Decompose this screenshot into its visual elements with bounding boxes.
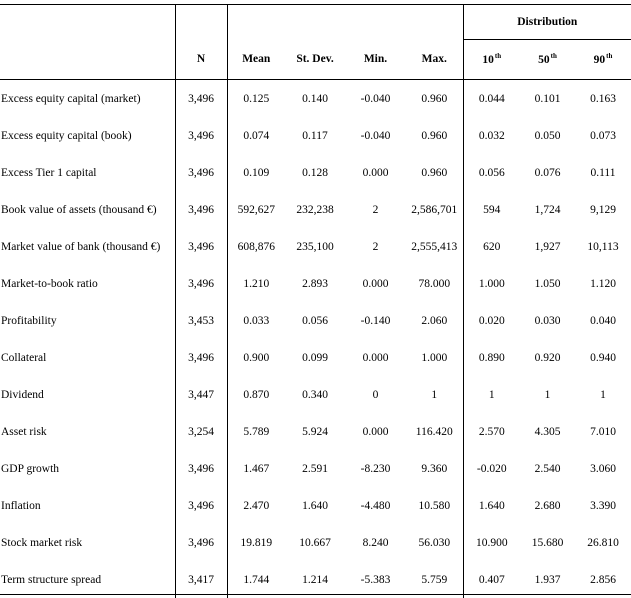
table-cell: 0.960	[421, 166, 448, 179]
row-label: Market value of bank (thousand €)	[1, 240, 161, 253]
table-cell: 0.407	[463, 561, 520, 598]
table-cell: 1.000	[463, 265, 520, 302]
table-cell: 0.900	[227, 339, 285, 376]
table-cell: 9,129	[590, 203, 616, 216]
table-cell: 3,496	[175, 154, 227, 191]
table-cell: -5.383	[360, 573, 391, 586]
table-cell: 1.640	[463, 487, 520, 524]
summary-statistics-table	[0, 4, 631, 598]
table-cell: 1,927	[534, 240, 561, 253]
col-header-n: N	[175, 40, 227, 80]
table-row	[0, 80, 631, 118]
table-cell: 1.210	[227, 265, 285, 302]
table-cell: 3,496	[175, 80, 227, 118]
table-cell: 3,447	[175, 376, 227, 413]
table-cell: 10.900	[463, 524, 520, 561]
table-cell: 0.056	[302, 314, 328, 327]
table-cell: 0.056	[463, 154, 520, 191]
table-row	[0, 191, 631, 228]
table-cell: 3.060	[590, 462, 616, 475]
table-cell: 2.570	[463, 413, 520, 450]
table-cell: 0.125	[227, 80, 285, 118]
table-cell: 3,496	[175, 117, 227, 154]
row-label: Stock market risk	[1, 536, 83, 549]
table-row	[0, 302, 631, 339]
table-cell: 0.000	[362, 351, 389, 364]
row-label: Excess Tier 1 capital	[1, 166, 97, 179]
table-cell: 2.540	[534, 462, 561, 475]
table-cell: 3,496	[175, 339, 227, 376]
table-row	[0, 450, 631, 487]
table-cell: 1.214	[302, 573, 328, 586]
table-cell: 3.390	[590, 499, 616, 512]
table-cell: 19.819	[227, 524, 285, 561]
table-cell: 0.020	[463, 302, 520, 339]
table-row	[0, 265, 631, 302]
table-cell: 2.680	[534, 499, 561, 512]
table-cell: 0.140	[302, 92, 328, 105]
table-cell: 10.667	[299, 536, 331, 549]
table-cell: 0.044	[463, 80, 520, 118]
table-cell: 3,496	[175, 487, 227, 524]
table-cell: 0.920	[534, 351, 561, 364]
table-cell: 1.120	[590, 277, 616, 290]
table-cell: 0.101	[534, 92, 561, 105]
table-row	[0, 561, 631, 598]
table-cell: 0.074	[227, 117, 285, 154]
table-cell: 116.420	[415, 425, 453, 438]
table-cell: 2.060	[421, 314, 448, 327]
table-cell: 3,496	[175, 524, 227, 561]
col-header-p90: 90th	[575, 40, 631, 80]
row-label: Collateral	[1, 351, 47, 364]
table-cell: 3,496	[175, 228, 227, 265]
table-cell: 0.073	[590, 129, 616, 142]
table-cell: 15.680	[531, 536, 564, 549]
table-cell: -4.480	[360, 499, 391, 512]
table-cell: 0.128	[302, 166, 328, 179]
table-cell: 5.759	[421, 573, 448, 586]
table-cell: 594	[463, 191, 520, 228]
table-cell: 592,627	[227, 191, 285, 228]
corner-cell	[0, 5, 175, 40]
table-cell: 2.470	[227, 487, 285, 524]
table-cell: 5.789	[227, 413, 285, 450]
table-cell: 0.040	[590, 314, 616, 327]
table-cell: 0.111	[590, 166, 616, 179]
row-label: Excess equity capital (book)	[1, 129, 132, 142]
table-row	[0, 154, 631, 191]
row-label: Term structure spread	[1, 573, 102, 586]
table-cell: 1,724	[534, 203, 561, 216]
table-cell: 10.580	[418, 499, 451, 512]
table-cell: 1.744	[227, 561, 285, 598]
table-cell: 0.000	[362, 425, 389, 438]
col-header-p50: 50th	[520, 40, 575, 80]
row-label: Book value of assets (thousand €)	[1, 203, 157, 216]
table-cell: 0.032	[463, 117, 520, 154]
table-cell: 0.960	[421, 129, 448, 142]
table-cell: 0.163	[590, 92, 616, 105]
table-cell: -0.020	[463, 450, 520, 487]
table-cell: 1.937	[534, 573, 561, 586]
table-cell: 1.467	[227, 450, 285, 487]
row-label: Profitability	[1, 314, 57, 327]
table-row	[0, 524, 631, 561]
table-cell: -8.230	[360, 462, 391, 475]
table-cell: 608,876	[227, 228, 285, 265]
table-cell: 0.117	[302, 129, 328, 142]
table-cell: 78.000	[418, 277, 451, 290]
table-cell: 5.924	[302, 425, 328, 438]
table-cell: 2,586,701	[411, 203, 458, 216]
table-cell: 1	[544, 388, 551, 401]
table-cell: 0.000	[362, 277, 389, 290]
table-row	[0, 413, 631, 450]
table-cell: 3,417	[175, 561, 227, 598]
row-label: Asset risk	[1, 425, 47, 438]
table-cell: 0.000	[362, 166, 389, 179]
table-cell: 0.099	[302, 351, 328, 364]
table-cell: -0.140	[360, 314, 391, 327]
table-cell: 2.893	[302, 277, 328, 290]
table-row	[0, 487, 631, 524]
table-cell: 0.960	[421, 92, 448, 105]
table-cell: 3,254	[175, 413, 227, 450]
table-cell: 1	[600, 388, 606, 401]
table-cell: 1.000	[421, 351, 448, 364]
table-cell: 1.050	[534, 277, 561, 290]
col-header-max: Max.	[406, 40, 463, 80]
table-cell: 3,496	[175, 191, 227, 228]
table-cell: 1	[431, 388, 438, 401]
row-label: GDP growth	[1, 462, 60, 475]
table-cell: 10,113	[587, 240, 619, 253]
table-cell: 2.591	[302, 462, 328, 475]
table-cell: 56.030	[418, 536, 451, 549]
table-cell: 2.856	[590, 573, 616, 586]
table-cell: 232,238	[296, 203, 334, 216]
table-cell: 0.870	[227, 376, 285, 413]
table-body	[0, 80, 631, 598]
row-label: Market-to-book ratio	[1, 277, 98, 290]
table-row	[0, 376, 631, 413]
col-header-p10: 10th	[463, 40, 520, 80]
table-cell: 0.109	[227, 154, 285, 191]
table-cell: 0.033	[227, 302, 285, 339]
table-cell: 0.340	[302, 388, 328, 401]
table-row	[0, 228, 631, 265]
table-cell: 26.810	[587, 536, 619, 549]
table-cell: 3,496	[175, 450, 227, 487]
table-cell: 0.076	[534, 166, 561, 179]
table-cell: 0.890	[463, 339, 520, 376]
table-cell: 2	[372, 203, 379, 216]
table-cell: 3,496	[175, 265, 227, 302]
col-header-mean: Mean	[227, 40, 285, 80]
table-cell: 7.010	[590, 425, 616, 438]
table-cell: -0.040	[360, 129, 391, 142]
table-cell: 4.305	[534, 425, 561, 438]
row-label: Inflation	[1, 499, 41, 512]
col-header-min: Min.	[345, 40, 406, 80]
table-cell: 0.050	[534, 129, 561, 142]
table-cell: 1	[463, 376, 520, 413]
table-bottom-rule	[0, 594, 631, 595]
col-header-stdev: St. Dev.	[285, 40, 345, 80]
table-cell: 0	[372, 388, 379, 401]
table-cell: 0.030	[534, 314, 561, 327]
table-cell: 0.940	[590, 351, 616, 364]
table-cell: 2	[372, 240, 379, 253]
distribution-header: Distribution	[463, 5, 631, 40]
table-row	[0, 339, 631, 376]
table-cell: 3,453	[175, 302, 227, 339]
table-row	[0, 117, 631, 154]
row-label: Excess equity capital (market)	[1, 92, 141, 105]
table-cell: -0.040	[360, 92, 391, 105]
table-cell: 1.640	[302, 499, 328, 512]
table-cell: 2,555,413	[411, 240, 458, 253]
table-cell: 235,100	[296, 240, 334, 253]
table-cell: 8.240	[362, 536, 389, 549]
table-cell: 620	[463, 228, 520, 265]
table-cell: 9.360	[421, 462, 448, 475]
row-label: Dividend	[1, 388, 44, 401]
